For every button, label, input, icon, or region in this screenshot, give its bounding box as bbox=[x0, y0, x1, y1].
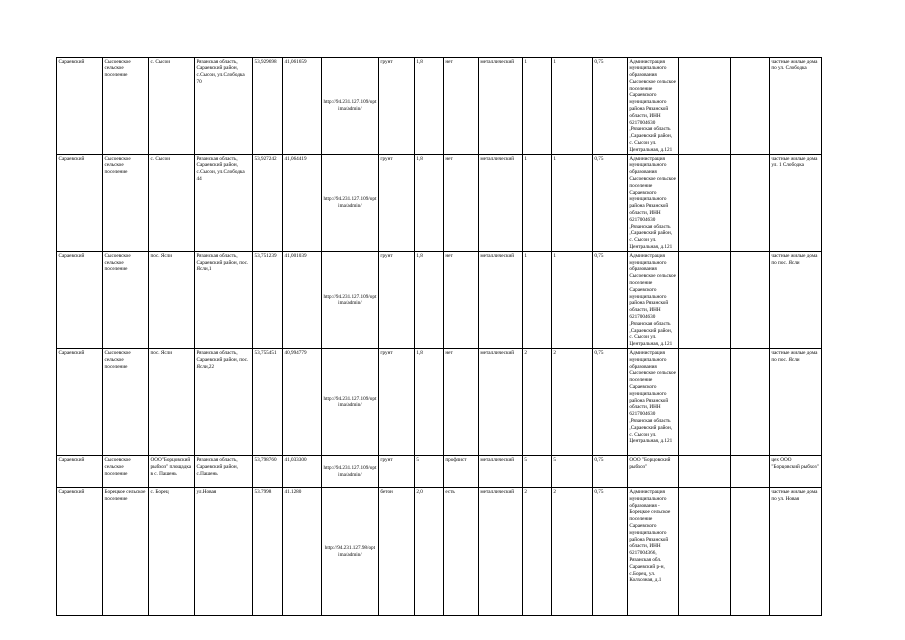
empty-cell bbox=[730, 252, 769, 349]
address-cell: Рязанская область, Сараевский район, пос. Ясли,1 bbox=[195, 252, 253, 349]
material-cell: металлический bbox=[478, 155, 522, 252]
table-row bbox=[57, 58, 822, 155]
container-count-cell: 2 bbox=[522, 349, 551, 456]
empty-cell bbox=[678, 252, 730, 349]
surface-cell: грунт bbox=[378, 252, 414, 349]
table-row bbox=[57, 155, 822, 252]
settlement-cell: Борецкое сельское поселение bbox=[103, 488, 149, 616]
volume-cell: 0,75 bbox=[592, 488, 627, 616]
volume-cell: 0,75 bbox=[592, 349, 627, 456]
container-planned-cell: 2 bbox=[551, 488, 592, 616]
empty-cell bbox=[678, 58, 730, 155]
area-cell: 1,8 bbox=[414, 58, 443, 155]
material-cell: металлический bbox=[478, 252, 522, 349]
empty-cell bbox=[678, 456, 730, 488]
empty-cell bbox=[678, 488, 730, 616]
district-cell: Сараевский bbox=[57, 349, 103, 456]
address-cell: Рязанская область, Сараевский район, с.Пашень bbox=[195, 456, 253, 488]
settlement-cell: Сысоевское сельское поселение bbox=[103, 155, 149, 252]
locality-cell: пос. Ясли bbox=[149, 349, 195, 456]
fence-cell: нет bbox=[443, 349, 478, 456]
address-cell: Рязанская область, Сараевский район, с.Сысои, ул.Слободка 70 bbox=[195, 58, 253, 155]
empty-cell bbox=[730, 58, 769, 155]
surface-cell: грунт bbox=[378, 456, 414, 488]
volume-cell: 0,75 bbox=[592, 456, 627, 488]
material-cell: металлический bbox=[478, 488, 522, 616]
owner-cell: ООО "Борцовский рыбхоз" bbox=[627, 456, 678, 488]
settlement-cell: Сысоевское сельское поселение bbox=[103, 252, 149, 349]
fence-cell: нет bbox=[443, 155, 478, 252]
district-cell: Сараевский bbox=[57, 58, 103, 155]
locality-cell: с. Сысои bbox=[149, 58, 195, 155]
url-cell: http://94.231.127.109/opt ima/admin/ bbox=[322, 58, 379, 155]
latitude-cell: 53,751239 bbox=[253, 252, 283, 349]
waste-sources-cell: частные жилые дома ул. 1 Слободка bbox=[769, 155, 821, 252]
longitude-cell: 41,064419 bbox=[283, 155, 322, 252]
container-planned-cell: 5 bbox=[551, 456, 592, 488]
surface-cell: грунт bbox=[378, 58, 414, 155]
owner-cell: Администрация муниципального образования Сысоевское сельское поселение Сараевского муниципального района Рязанской области, ИНН 6217004630 ,Рязанская область ,Сараевский район, с. Сысои ул. Центральная, д.121 bbox=[627, 58, 678, 155]
longitude-cell: 40,994779 bbox=[283, 349, 322, 456]
latitude-cell: 53,798760 bbox=[253, 456, 283, 488]
url-cell: http://94.231.127.98/opt ima/admin/ bbox=[322, 488, 379, 616]
locality-cell: с. Борец bbox=[149, 488, 195, 616]
url-cell: http://94.231.127.109/opt ima/admin/ bbox=[322, 252, 379, 349]
container-count-cell: 2 bbox=[522, 488, 551, 616]
owner-cell: Администрация муниципального образования - Борецкое сельское поселение Сараевского муниципального района Рязанской области, ИНН 6217004366, Рязанская обл. Сараевский р-н, с.Борец, ул. Колхозная, д.1 bbox=[627, 488, 678, 616]
longitude-cell: 41,033300 bbox=[283, 456, 322, 488]
area-cell: 2,0 bbox=[414, 488, 443, 616]
waste-sources-cell: цех ООО "Борцовский рыбхоз" bbox=[769, 456, 821, 488]
fence-cell: есть bbox=[443, 488, 478, 616]
longitude-cell: 41.1280 bbox=[283, 488, 322, 616]
container-planned-cell: 1 bbox=[551, 252, 592, 349]
area-cell: 1,8 bbox=[414, 252, 443, 349]
district-cell: Сараевский bbox=[57, 252, 103, 349]
owner-cell: Администрация муниципального образования Сысоевское сельское поселение Сараевского муниципального района Рязанской области, ИНН 6217004630 ,Рязанская область ,Сараевский район, с. Сысои ул. Центральная, д.121 bbox=[627, 252, 678, 349]
table-row bbox=[57, 349, 822, 456]
district-cell: Сараевский bbox=[57, 456, 103, 488]
table-row bbox=[57, 488, 822, 616]
container-count-cell: 1 bbox=[522, 155, 551, 252]
area-cell: 1,8 bbox=[414, 155, 443, 252]
latitude-cell: 53.7998 bbox=[253, 488, 283, 616]
container-planned-cell: 1 bbox=[551, 155, 592, 252]
longitude-cell: 41,001039 bbox=[283, 252, 322, 349]
container-planned-cell: 1 bbox=[551, 58, 592, 155]
volume-cell: 0,75 bbox=[592, 252, 627, 349]
address-cell: Рязанская область, Сараевский район, с.Сысои, ул.Слободка 44 bbox=[195, 155, 253, 252]
address-cell: Рязанская область, Сараевский район, пос. Ясли,22 bbox=[195, 349, 253, 456]
container-count-cell: 1 bbox=[522, 252, 551, 349]
container-count-cell: 5 bbox=[522, 456, 551, 488]
owner-cell: Администрация муниципального образования Сысоевское сельское поселение Сараевского муниципального района Рязанской области, ИНН 6217004630 ,Рязанская область ,Сараевский район, с. Сысои ул. Центральная, д.121 bbox=[627, 155, 678, 252]
material-cell: металлический bbox=[478, 58, 522, 155]
empty-cell bbox=[678, 349, 730, 456]
registry-table bbox=[56, 57, 822, 616]
area-cell: 1,8 bbox=[414, 349, 443, 456]
surface-cell: грунт bbox=[378, 349, 414, 456]
address-cell: ул.Новая bbox=[195, 488, 253, 616]
locality-cell: пос. Ясли bbox=[149, 252, 195, 349]
volume-cell: 0,75 bbox=[592, 58, 627, 155]
surface-cell: бетон bbox=[378, 488, 414, 616]
table-row bbox=[57, 456, 822, 488]
volume-cell: 0,75 bbox=[592, 155, 627, 252]
material-cell: металлический bbox=[478, 456, 522, 488]
fence-cell: нет bbox=[443, 252, 478, 349]
waste-sources-cell: частные жилые дома по ул. Слободка bbox=[769, 58, 821, 155]
latitude-cell: 53,929698 bbox=[253, 58, 283, 155]
material-cell: металлический bbox=[478, 349, 522, 456]
empty-cell bbox=[730, 488, 769, 616]
locality-cell: с. Сысои bbox=[149, 155, 195, 252]
waste-sources-cell: частные жилые дома по ул. Новая bbox=[769, 488, 821, 616]
district-cell: Сараевский bbox=[57, 488, 103, 616]
latitude-cell: 53,755451 bbox=[253, 349, 283, 456]
empty-cell bbox=[730, 155, 769, 252]
longitude-cell: 41,061659 bbox=[283, 58, 322, 155]
container-count-cell: 1 bbox=[522, 58, 551, 155]
container-planned-cell: 2 bbox=[551, 349, 592, 456]
locality-cell: ООО"Борцовский рыбхоз" площадка в с. Пашень bbox=[149, 456, 195, 488]
surface-cell: грунт bbox=[378, 155, 414, 252]
url-cell: http://94.231.127.109/opt ima/admin/ bbox=[322, 456, 379, 488]
fence-cell: нет bbox=[443, 58, 478, 155]
district-cell: Сараевский bbox=[57, 155, 103, 252]
waste-sources-cell: частные жилые дома по пос. Ясли bbox=[769, 252, 821, 349]
settlement-cell: Сысоевское сельское поселение bbox=[103, 58, 149, 155]
fence-cell: профлист bbox=[443, 456, 478, 488]
url-cell: http://94.231.127.109/opt ima/admin/ bbox=[322, 155, 379, 252]
empty-cell bbox=[730, 349, 769, 456]
table-row bbox=[57, 252, 822, 349]
settlement-cell: Сысоевское сельское поселение bbox=[103, 456, 149, 488]
owner-cell: Администрация муниципального образования Сысоевское сельское поселение Сараевского муниципального района Рязанской области, ИНН 6217004630 ,Рязанская область ,Сараевский район, с. Сысои ул. Центральная, д.121 bbox=[627, 349, 678, 456]
latitude-cell: 53,927242 bbox=[253, 155, 283, 252]
settlement-cell: Сысоевское сельское поселение bbox=[103, 349, 149, 456]
url-cell: http://94.231.127.109/opt ima/admin/ bbox=[322, 349, 379, 456]
empty-cell bbox=[678, 155, 730, 252]
waste-sources-cell: частные жилые дома по пос. Ясли bbox=[769, 349, 821, 456]
area-cell: 5 bbox=[414, 456, 443, 488]
empty-cell bbox=[730, 456, 769, 488]
